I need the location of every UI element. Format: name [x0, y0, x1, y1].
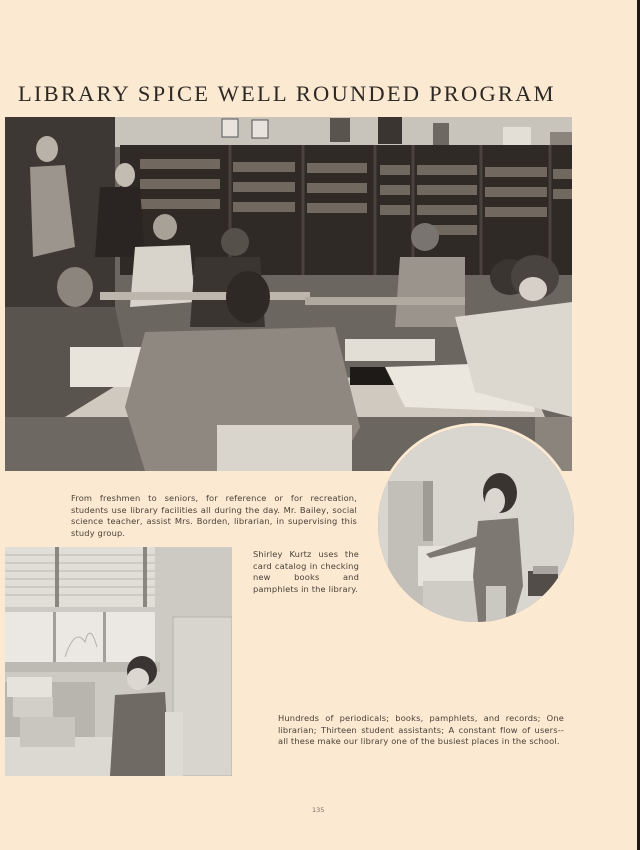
librarian-photo-illustration — [5, 547, 232, 776]
card-catalog-photo-illustration — [378, 426, 574, 622]
page-title: LIBRARY SPICE WELL ROUNDED PROGRAM — [18, 81, 556, 107]
student-at-card-catalog-photo — [378, 426, 574, 622]
library-summary-caption: Hundreds of periodicals; books, pamphlets, and records; One librarian; Thirteen student assistants; A constant flow of users-- all these make our library one of the busiest places in the school. — [278, 713, 564, 747]
librarian-at-desk-photo — [5, 547, 232, 776]
library-photo-illustration — [5, 117, 572, 471]
page-number: 135 — [312, 806, 325, 814]
circle-photo-caption: Shirley Kurtz uses the card catalog in checking new books and pamphlets in the library. — [253, 549, 359, 595]
main-photo-caption: From freshmen to seniors, for reference or for recreation, students use library facilities all during the day. Mr. Bailey, social science teacher, assist Mrs. Borden, librarian, in supervising this study group. — [71, 493, 357, 539]
library-study-hall-photo — [5, 117, 572, 471]
